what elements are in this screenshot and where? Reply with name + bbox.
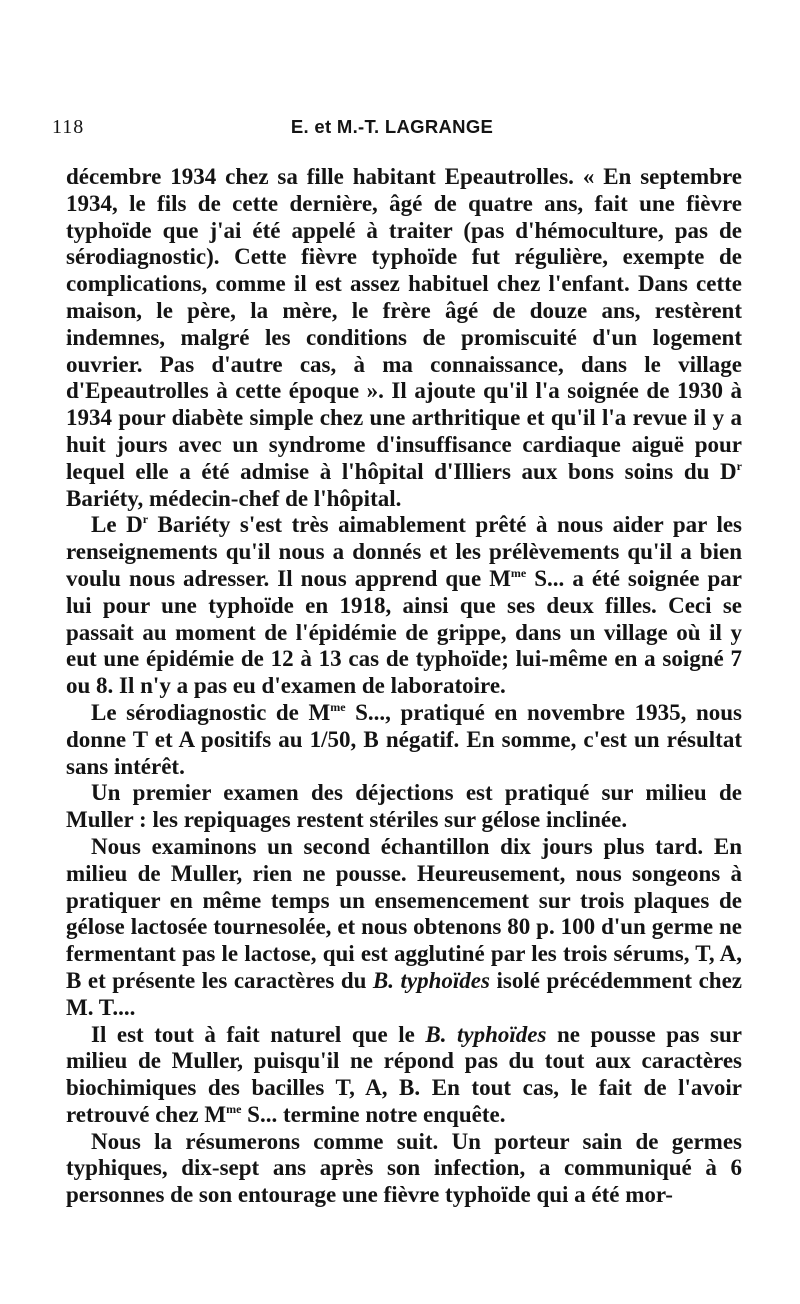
page-header <box>52 116 732 146</box>
text-run: Nous la résumerons comme suit. Un porteur sain de germes typhiques, dix-sept ans après son infection, a communiqué à 6 personnes de son entourage une fièvre typhoïde qui a été mor- <box>66 1128 742 1208</box>
superscript: me <box>226 1101 242 1116</box>
text-run: Il est tout à fait naturel que le <box>91 1021 426 1047</box>
paragraph <box>66 1022 742 1129</box>
superscript: r <box>736 458 742 473</box>
text-run: S..., pratiqué en novembre 1935, nous donne T et A positifs au 1/50, B négatif. En somme, c'est un résultat sans intérêt. <box>66 699 742 779</box>
paragraph <box>66 700 742 780</box>
paragraph <box>66 512 742 700</box>
page-number: 118 <box>52 116 85 138</box>
text-run: S... termine notre enquête. <box>241 1101 506 1127</box>
text-run: décembre 1934 chez sa fille habitant Epeautrolles. « En septembre 1934, le fils de cette dernière, âgé de quatre ans, fait une fièvre typhoïde que j'ai été appelé à traiter (pas d'hémoculture, pas de sérodiagnostic). Cette fièvre typhoïde fut régulière, exempte de complications, comme il est assez habituel chez l'enfant. Dans cette maison, le père, la mère, le frère âgé de douze ans, restèrent indemnes, malgré les conditions de promiscuité d'un logement ouvrier. Pas d'autre cas, à ma connaissance, dans le village d'Epeautrolles à cette époque ». Il ajoute qu'il l'a soignée de 1930 à 1934 pour diabète simple chez une arthritique et qu'il l'a revue il y a huit jours avec un syndrome d'insuffisance cardiaque aiguë pour lequel elle a été admise à l'hôpital d'Illiers aux bons soins du D <box>66 164 742 484</box>
paragraph <box>66 1129 742 1209</box>
text-run: isolé précédemment chez M. T.... <box>66 967 742 1020</box>
text-run: S... a été soignée par lui pour une typhoïde en 1918, ainsi que ses deux filles. Ceci se passait au moment de l'épidémie de grippe, dans un village où il y eut une épidémie de 12 à 13 cas de typhoïde; lui-même en a soigné 7 ou 8. Il n'y a pas eu d'examen de laboratoire. <box>66 565 742 699</box>
text-run: Le D <box>91 512 143 538</box>
text-run: Le sérodiagnostic de M <box>91 699 331 725</box>
body-text <box>66 164 742 1209</box>
text-run: Bariéty, médecin-chef de l'hôpital. <box>66 485 402 511</box>
text-run: Nous examinons un second échantillon dix jours plus tard. En milieu de Muller, rien ne pousse. Heureusement, nous songeons à pratiquer en même temps un ensemencement sur trois plaques de gélose lactosée tournesolée, et nous obtenons 80 p. 100 d'un germe ne fermentant pas le lactose, qui est agglutiné par les trois sérums, T, A, B et présente les caractères du <box>66 833 742 993</box>
paragraph <box>66 780 742 834</box>
italic-run: B. typhoïdes <box>372 967 490 993</box>
running-head: E. et M.-T. LAGRANGE <box>290 116 494 137</box>
text-run: Un premier examen des déjections est pratiqué sur milieu de Muller : les repiquages restent stériles sur gélose inclinée. <box>66 780 742 833</box>
superscript: me <box>510 565 527 580</box>
text-run: Bariéty s'est très aimablement prêté à nous aider par les renseignements qu'il nous a donnés et les prélèvements qu'il a bien voulu nous adresser. Il nous apprend que M <box>66 512 742 591</box>
superscript: r <box>142 512 149 527</box>
superscript: me <box>330 699 346 714</box>
paragraph <box>66 834 742 1022</box>
text-run: ne pousse pas sur milieu de Muller, puisqu'il ne répond pas du tout aux caractères biochimiques des bacilles T, A, B. En tout cas, le fait de l'avoir retrouvé chez M <box>66 1021 742 1127</box>
paragraph <box>66 164 742 512</box>
italic-run: B. typhoïdes <box>425 1021 547 1047</box>
